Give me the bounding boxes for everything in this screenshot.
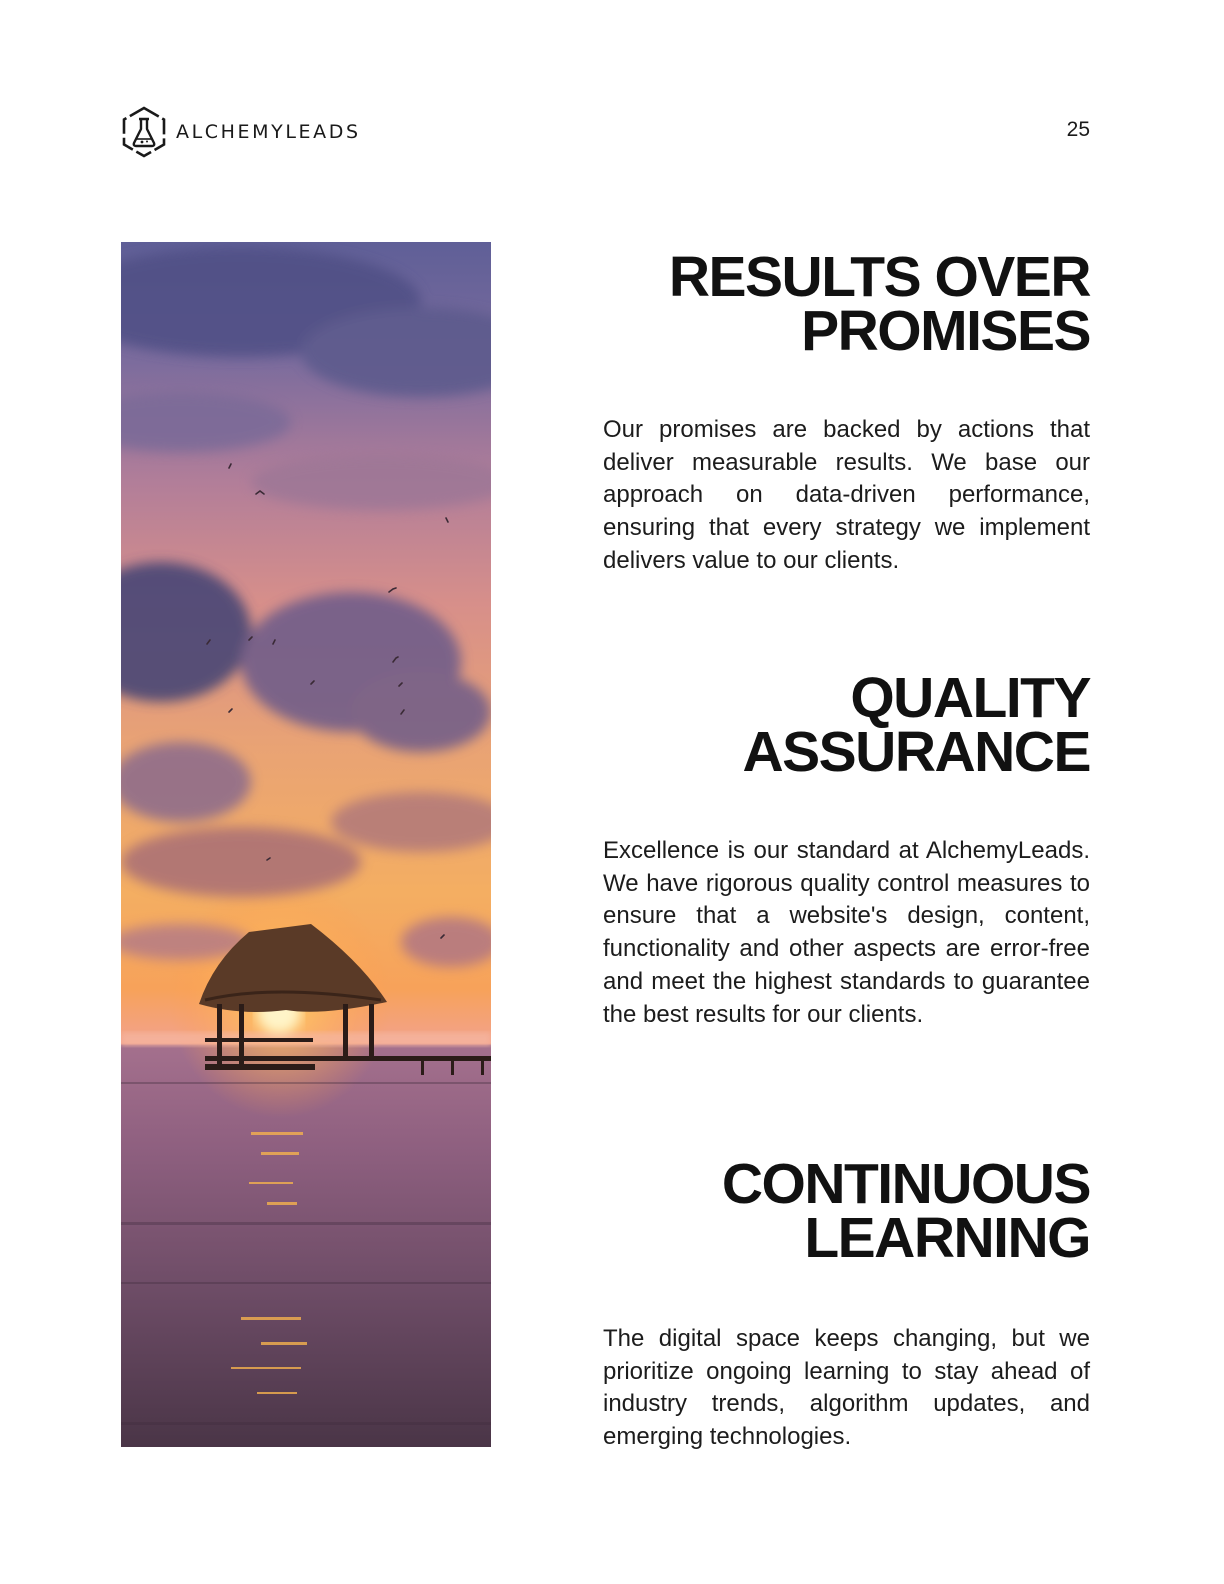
brand-name: ALCHEMYLEADS [176,121,361,143]
sunset-palapa-pier-photo [121,242,491,1447]
section-quality-assurance [603,666,1090,1031]
section-title [603,245,1090,363]
section-title-line: PROMISES [801,299,1090,363]
section-title [603,1152,1090,1270]
section-title [603,666,1090,784]
section-title-line: RESULTS OVER [668,245,1090,309]
section-title-line: LEARNING [804,1206,1090,1270]
section-body: Our promises are backed by actions that deliver measurable results. We base our approach on data-driven performance, ensuring that every strategy we implement delivers value to our clients. [603,416,1090,574]
page-number: 25 [1066,118,1090,141]
brand-logo [120,105,361,159]
hexagon-flask-icon [120,105,168,159]
section-body: The digital space keeps changing, but we prioritize ongoing learning to stay ahead of industry trends, algorithm updates, and emerging technologies. [603,1325,1090,1451]
section-title-line: ASSURANCE [742,720,1090,784]
section-title-line: CONTINUOUS [721,1152,1090,1216]
section-results-over-promises [603,245,1090,578]
section-body: Excellence is our standard at AlchemyLeads. We have rigorous quality control measures to ensure that a website's design, content, functionality and other aspects are error-free and meet the highest standards to guarantee the best results for our clients. [603,837,1090,1028]
section-continuous-learning [603,1152,1090,1454]
section-title-line: QUALITY [850,666,1090,730]
